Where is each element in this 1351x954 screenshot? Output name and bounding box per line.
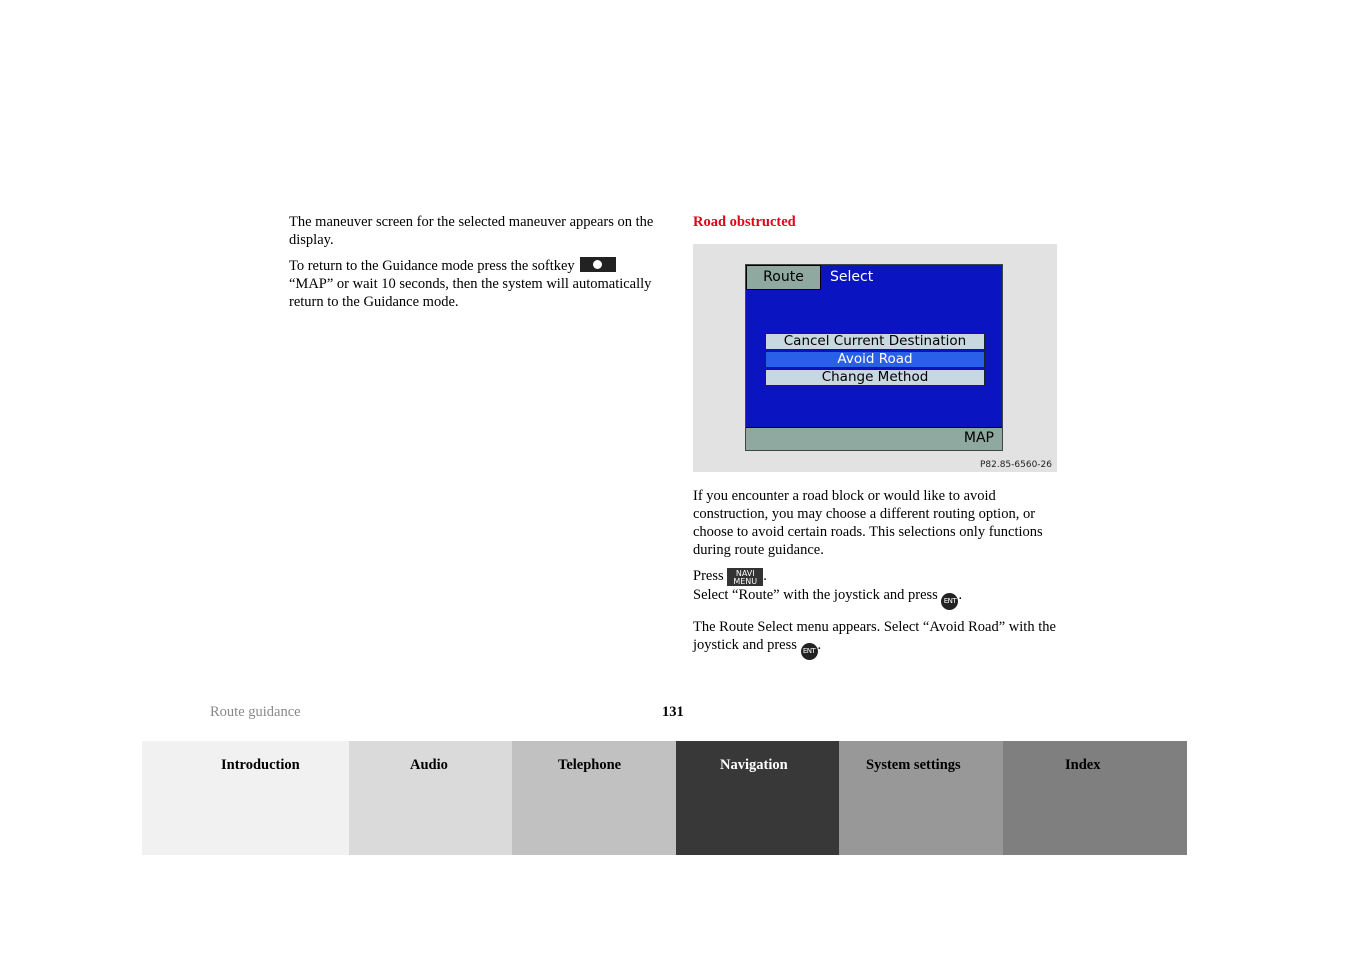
navi-menu-key-icon [727,568,763,586]
tab-audio[interactable] [349,741,512,855]
select-tab-label: Select [830,269,874,285]
navi-key-line2: MENU [733,577,758,586]
navi-key-line1: NAVI [735,569,755,578]
menu-item-avoid-road: Avoid Road [765,351,985,368]
figure-code: P82.85-6560-26 [979,460,1052,470]
tab-navigation-label: Navigation [720,757,788,773]
right-column-body [693,487,1063,668]
map-softkey-label: MAP [963,430,994,446]
enter-key-icon: ENT [941,593,958,610]
maneuver-paragraph: The maneuver screen for the selected maneuver appears on the display. [289,214,654,248]
tab-introduction[interactable] [142,741,349,855]
return-paragraph-end: “MAP” or wait 10 seconds, then the system will automatically return to the Guidance mode. [289,276,652,310]
tab-introduction-label: Introduction [221,757,300,773]
tab-index-label: Index [1065,757,1101,773]
softkey-dot-icon [580,257,616,272]
road-block-paragraph: If you encounter a road block or would like to avoid construction, you may choose a different routing option, or choose to avoid certain roads. This selections only functions during route guidance. [693,488,1043,558]
tab-system-settings[interactable] [839,741,1003,855]
section-heading: Road obstructed [693,214,796,230]
left-column [289,213,659,319]
menu-item-cancel-destination: Cancel Current Destination [765,333,985,350]
press-instruction: Press NAVI MENU . Select “Route” with the joystick and press ENT . [693,567,1063,610]
route-tab: Route [746,265,821,290]
return-paragraph-start: To return to the Guidance mode press the softkey [289,258,575,274]
tab-navigation[interactable] [676,741,839,855]
tab-system-settings-label: System settings [866,757,961,773]
select-route-instruction: Select “Route” with the joystick and press [693,587,938,603]
page-number: 131 [662,704,684,720]
avoid-road-paragraph: The Route Select menu appears. Select “Avoid Road” with the joystick and press ENT . [693,618,1063,660]
route-select-figure [693,244,1057,472]
press-label: Press [693,568,724,584]
tab-telephone[interactable] [512,741,676,855]
tab-index[interactable] [1003,741,1187,855]
tab-audio-label: Audio [410,757,448,773]
chapter-tab-bar [142,741,1187,855]
menu-item-change-method: Change Method [765,369,985,386]
return-paragraph [289,257,659,311]
avoid-road-text: The Route Select menu appears. Select “Avoid Road” with the joystick and press [693,619,1056,653]
screen-softkey-bar [746,427,1002,450]
footer-section-title: Route guidance [210,704,301,720]
enter-key-icon: ENT [801,643,818,660]
right-column [693,213,1063,239]
tab-telephone-label: Telephone [558,757,622,773]
display-screen [745,264,1003,451]
